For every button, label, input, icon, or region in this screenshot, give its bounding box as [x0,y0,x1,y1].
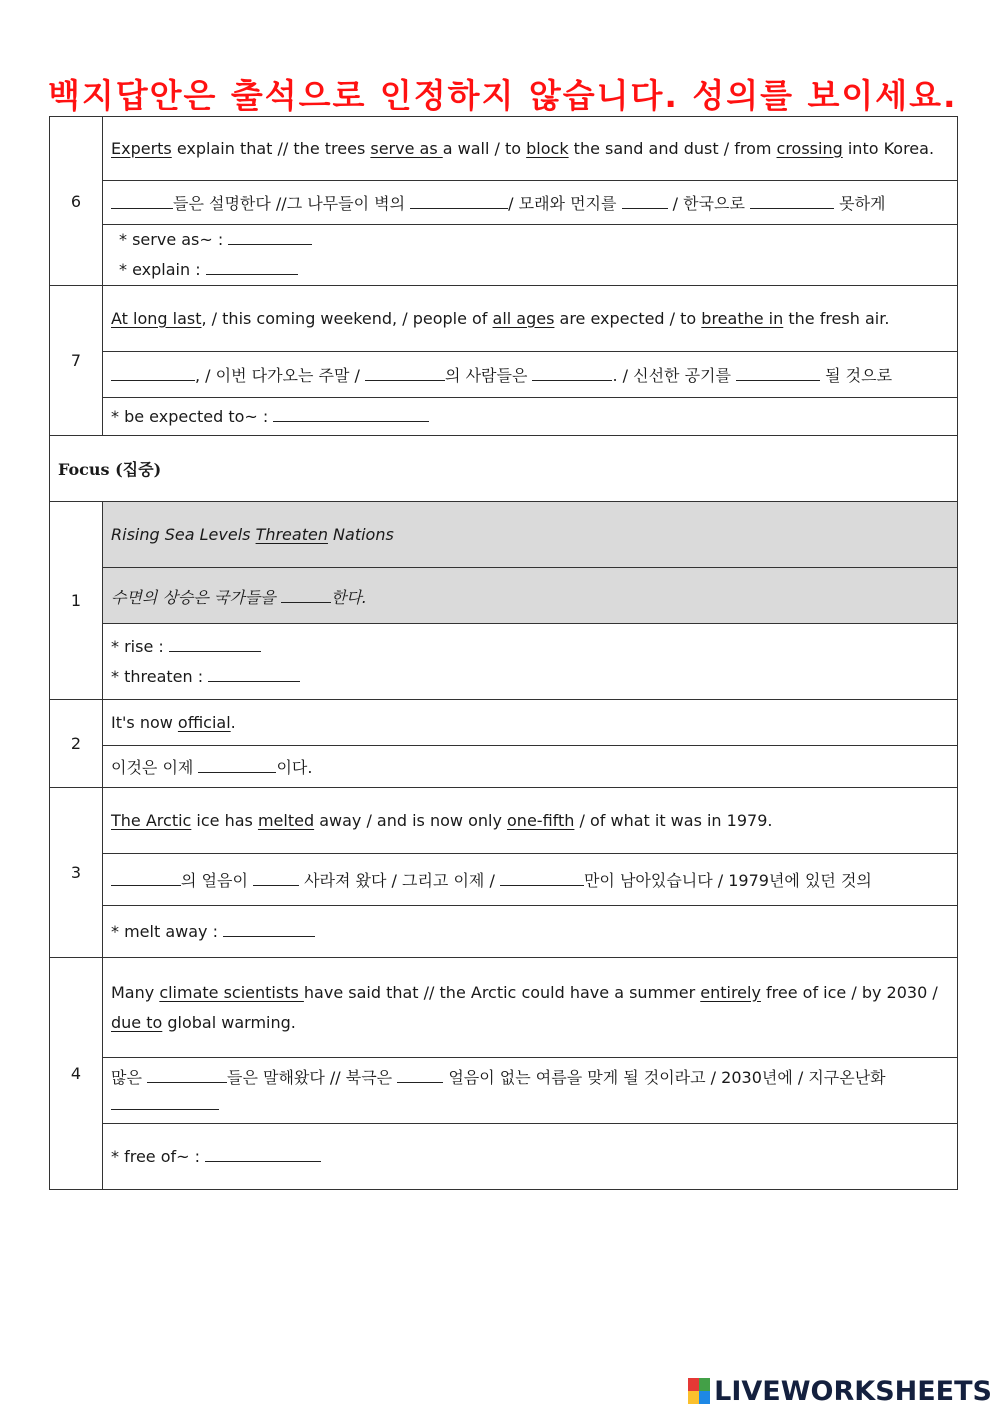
vocab-cell: * rise : * threaten : [103,624,958,700]
row-number: 3 [50,788,103,958]
answer-blank[interactable] [750,194,834,209]
headline-english: Rising Sea Levels Threaten Nations [103,502,958,568]
answer-blank[interactable] [223,922,315,937]
answer-blank[interactable] [111,194,173,209]
answer-blank[interactable] [147,1068,227,1083]
korean-translation: 많은 들은 말해왔다 // 북극은 얼음이 없는 여름을 맞게 될 것이라고 / 2030년에 / 지구온난화 [103,1058,958,1124]
answer-blank[interactable] [111,1095,219,1110]
korean-translation: 의 얼음이 사라져 왔다 / 그리고 이제 / 만이 남아있습니다 / 1979년에 있던 것의 [103,854,958,906]
vocab-cell: * melt away : [103,906,958,958]
answer-blank[interactable] [111,871,181,886]
row-number: 2 [50,700,103,788]
answer-blank[interactable] [397,1068,443,1083]
liveworksheets-watermark: LIVEWORKSHEETS [688,1374,992,1408]
korean-translation: , / 이번 다가오는 주말 / 의 사람들은 . / 신선한 공기를 될 것으로 [103,352,958,398]
answer-blank[interactable] [253,871,299,886]
answer-blank[interactable] [169,637,261,652]
vocab-cell: * serve as~ : * explain : [103,225,958,286]
row-number: 4 [50,958,103,1190]
english-sentence: At long last, / this coming weekend, / people of all ages are expected / to breathe in the fresh air. [103,286,958,352]
answer-blank[interactable] [622,194,668,209]
english-sentence: Experts explain that // the trees serve as a wall / to block the sand and dust / from crossing into Korea. [103,117,958,181]
answer-blank[interactable] [532,366,612,381]
korean-translation: 들은 설명한다 //그 나무들이 벽의 / 모래와 먼지를 / 한국으로 못하게 [103,181,958,225]
answer-blank[interactable] [228,230,312,245]
vocab-cell: * free of~ : [103,1124,958,1190]
worksheet-table [49,116,958,1190]
vocab-cell: * be expected to~ : [103,398,958,436]
headline-korean: 수면의 상승은 국가들을 한다. [103,568,958,624]
english-sentence: It's now official. [103,700,958,746]
answer-blank[interactable] [205,1147,321,1162]
answer-blank[interactable] [736,366,820,381]
korean-translation: 이것은 이제 이다. [103,746,958,788]
answer-blank[interactable] [273,407,429,422]
answer-blank[interactable] [198,758,276,773]
notice-banner: 백지답안은 출석으로 인정하지 않습니다. 성의를 보이세요. [48,76,958,115]
row-number: 7 [50,286,103,436]
answer-blank[interactable] [208,667,300,682]
answer-blank[interactable] [206,260,298,275]
focus-header: Focus (집중) [50,436,958,502]
answer-blank[interactable] [111,366,195,381]
answer-blank[interactable] [281,584,331,603]
english-sentence: Many climate scientists have said that // the Arctic could have a summer entirely free of ice / by 2030 / due to global warming. [103,958,958,1058]
answer-blank[interactable] [410,194,508,209]
answer-blank[interactable] [500,871,584,886]
row-number: 1 [50,502,103,700]
answer-blank[interactable] [365,366,445,381]
english-sentence: The Arctic ice has melted away / and is now only one-fifth / of what it was in 1979. [103,788,958,854]
row-number: 6 [50,117,103,286]
liveworksheets-logo-icon [688,1378,710,1404]
